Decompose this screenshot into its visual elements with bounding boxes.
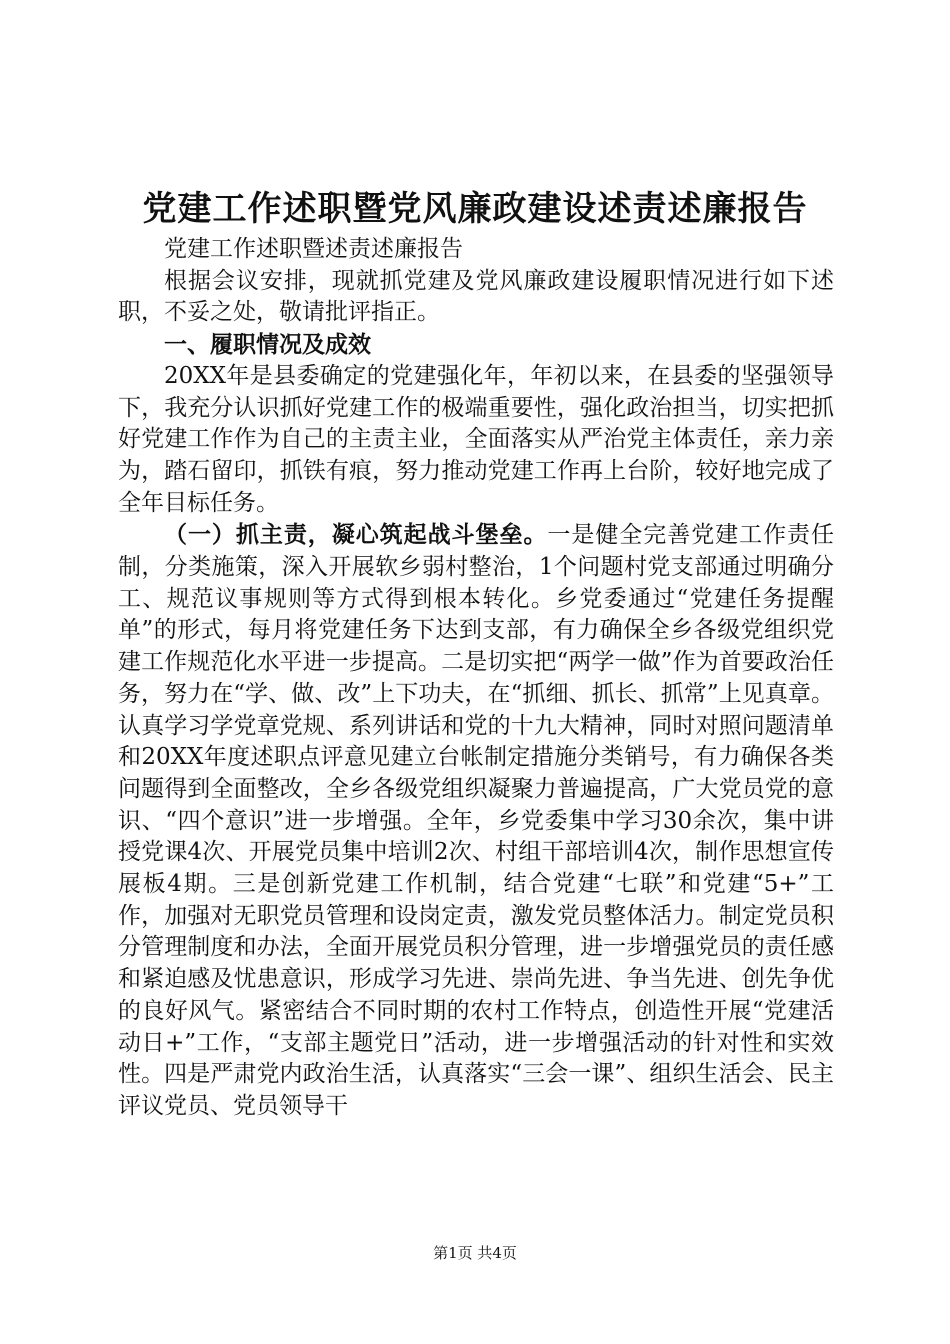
section-paragraph: 20XX年是县委确定的党建强化年，年初以来，在县委的坚强领导下，我充分认识抓好党建工作的极端重要性，强化政治担当，切实把抓好党建工作作为自己的主责主业，全面落实从严治党主体责任，亲力亲为，踏石留印，抓铁有痕，努力推动党建工作再上台阶，较好地完成了全年目标任务。 — [118, 362, 834, 516]
subsection-text: 一是健全完善党建工作责任制，分类施策，深入开展软乡弱村整治，1个问题村党支部通过明确分工、规范议事规则等方式得到根本转化。乡党委通过“党建任务提醒单”的形式，每月将党建任务下达到支部，有力确保全乡各级党组织党建工作规范化水平进一步提高。二是切实把“两学一做”作为首要政治任务，努力在“学、做、改”上下功夫，在“抓细、抓长、抓常”上见真章。认真学习学党章党规、系列讲话和党的十九大精神，同时对照问题清单和20XX年度述职点评意见建立台帐制定措施分类销号，有力确保各类问题得到全面整改，全乡各级党组织凝聚力普遍提高，广大党员党的意识、“四个意识”进一步增强。全年，乡党委集中学习30余次，集中讲授党课4次、开展党员集中培训2次、村组干部培训4次，制作思想宣传展板4期。三是创新党建工作机制，结合党建“七联”和党建“5+”工作，加强对无职党员管理和设岗定责，激发党员整体活力。制定党员积分管理制度和办法，全面开展党员积分管理，进一步增强党员的责任感和紧迫感及忧患意识，形成学习先进、崇尚先进、争当先进、创先争优的良好风气。紧密结合不同时期的农村工作特点，创造性开展“党建活动日+”工作，“支部主题党日”活动，进一步增强活动的针对性和实效性。四是严肃党内政治生活，认真落实“三会一课”、组织生活会、民主评议党员、党员领导干 — [118, 522, 835, 1119]
page-footer: 第1页 共4页 — [433, 1244, 517, 1262]
subsection-paragraph — [118, 519, 834, 1122]
document-title: 党建工作述职暨党风廉政建设述责述廉报告 — [142, 189, 808, 229]
section-heading: 一、履职情况及成效 — [164, 331, 371, 359]
document-body — [118, 234, 834, 1123]
subsection-heading: （一）抓主责，凝心筑起战斗堡垒。 — [164, 521, 548, 549]
intro-paragraph: 根据会议安排，现就抓党建及党风廉政建设履职情况进行如下述职，不妥之处，敬请批评指正。 — [118, 267, 834, 326]
report-subtitle: 党建工作述职暨述责述廉报告 — [164, 236, 463, 262]
